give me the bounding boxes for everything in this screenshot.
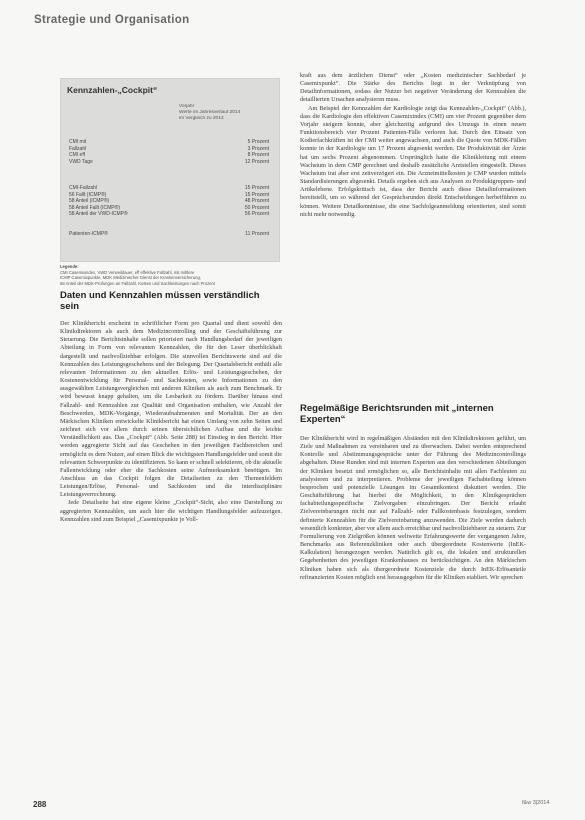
kpi-group-3 bbox=[69, 231, 269, 238]
kpi-row: 58 Anteil Fallt (ICMP®) 50 Prozent bbox=[69, 204, 269, 211]
kpi-row: CMI-Fallzahl 15 Prozent bbox=[69, 185, 269, 191]
figure-reference bbox=[179, 104, 269, 122]
paragraph: Jede Detailseite hat eine eigene kleine „Cockpit“-Sicht, also eine Darstellung zu aggregierten Kennzahlen, um auch hier die wichtigen Handlungsfelder aufzuzeigen. Kennzahlen sind zum Beispiel „Casemixpunkte je Voll- bbox=[60, 499, 282, 523]
kpi-row: CMI mit 5 Prozent bbox=[69, 139, 269, 145]
page-number: 288 bbox=[33, 800, 47, 809]
figure-title: Kennzahlen-„Cockpit“ bbox=[67, 85, 158, 95]
kpi-row: Patienten-ICMP® 11 Prozent bbox=[69, 231, 269, 237]
kennzahlen-cockpit-figure bbox=[60, 78, 280, 262]
paragraph: kraft aus dem ärztlichen Dienst“ oder „Kosten medizinischer Sachbedarf je Casemixpunkt“. Die Stärke des Berichts liegt in der Verknüpfung von Detailinformationen, sodass der Nutzer bei negativer Veränderung der Kennzahlen die detaillierten Ursachen analysieren muss. bbox=[300, 72, 526, 104]
kpi-row: 58 Anteil der VWD-ICMP® 56 Prozent bbox=[69, 211, 269, 218]
kpi-row: Fallzahl 3 Prozent bbox=[69, 145, 269, 152]
legend-line: ICMP Casemixpunkte, MDK Medizinischer Dienst der Krankenversicherung, bbox=[60, 275, 201, 281]
journal-label: f&w 3|2014 bbox=[522, 800, 550, 806]
paragraph: Der Klinikbericht erscheint in schriftlicher Form pro Quartal und dient sowohl den Klinikdirektoren als auch dem Medizincontrolling und der Geschäftsführung zur Steuerung. Die Berichtsinhalte sollen priorisiert nach Handlungsbedarf der jeweiligen Abteilung in Form von relevanten Kennzahlen, die für den Leser überblickhaft dargestellt und nachvollziehbar erfolgen. Die sinnvollen Berichtswerte sind auf die Kennzahlen des Leistungsgeschehens und der Belegung. Der Quartalsbericht enthält alle relevanten Informationen zu den aktuellen Erlös- und Leistungsgeschehen, der Kostenentwicklung für Personal- und Sachkosten, sowie Informationen zu den ausgewählten Leistungsvergleichen mit anderen Kliniken als auch zum Benchmark. Er wird bewusst knapp gehalten, um die Lesbarkeit zu fördern. Darüber hinaus sind Fallzahl- und Kennzahlen zur Qualität und Organisation enthalten, wie Anzahl der Beschwerden, MDK-Vorgänge, Wiederaufnahmeraten und Mortalität. Der an den Märkischen Kliniken entwickelte Klinikbericht hat einen Umfang von zehn Seiten und zeichnet sich vor allem durch seinen übersichtlichen Aufbau und die leichte Verständlichkeit aus. Das „Cockpit“ (Abb. Seite 288) ist Einstieg in den Bericht. Hier werden aggregierte Sicht auf das Geschehen in den jeweiligen Fachbereichen und ermöglicht es dem Nutzer, auf einen Blick die wichtigsten Handlungsfelder und somit die relevanten Schwerpunkte zu identifizieren. So kann er schnell selektieren, ob die aktuelle Fallentwicklung oder eher die Sachkosten seine Aufmerksamkeit benötigen. Im Anschluss an das Cockpit folgen die Detailseiten zu den Themenfeldern Leistungen/Erlöse, Personal- und Sachkosten und die interdisziplinäre Leistungsverrechnung. bbox=[60, 320, 282, 499]
reference-line: im Vergleich zu 2013 bbox=[179, 116, 224, 121]
legend-line: CMI Casemixindex, VWD Verweildauer, eff effektive Fallzahl, mit mittlere bbox=[60, 269, 195, 275]
kpi-row: 58 Anteil (ICMP®) 48 Prozent bbox=[69, 198, 269, 205]
kpi-group-1 bbox=[69, 139, 269, 165]
right-body-top bbox=[300, 72, 526, 219]
legend-title: Legende: bbox=[60, 264, 79, 269]
reference-line: Werte im Jahresverlauf 2014 bbox=[179, 110, 241, 115]
kpi-group-2 bbox=[69, 185, 269, 218]
paragraph: Der Klinikbericht wird in regelmäßigen Abständen mit den Klinikdirektoren geführt, um Ziele und Maßnahmen zu vereinbaren und zu überwachen. Dabei werden entsprechend Kontrolle und Abstimmungsgespräche unter der Führung des Medizincontrollings abgehalten. Diese Runden sind mit internen Experten aus den verschiedenen Abteilungen der Kliniken besetzt und ermöglichen so, alle Berichtsinhalte mit allen Fachleuten zu analysieren und zu interpretieren. Probleme der jeweiligen Fachabteilung können besprochen und potenzielle Lösungen im Gesamtkontext diskutiert werden. Die Geschäftsführung hat hierbei die Möglichkeit, in den Klinikgesprächen fachabteilungsspezifische Zielvorgaben einzubringen. Der Bericht erlaubt Zielvereinbarungen nicht nur auf Fallzahl- oder Fallkostenbasis festzulegen, sondern definierte Kennzahlen für die Zielvereinbarung anzuwenden. Die Ziele werden dadurch wesentlich konkreter, aber vor allem auch erreichbar und nachvollziehbarer zu steuern. Zur Formulierung von Zielgrößen können weltweite Erfahrungswerte der vergangenen Jahre, Benchmarks aus Referenzkliniken oder auch übergeordnete Kostenwerte (InEK-Kalkulation) herangezogen werden. Natürlich gilt es, die lokalen und strukturellen Gegebenheiten des jeweiligen Krankenhauses zu berücksichtigen. An den Märkischen Kliniken haben sich als übergeordnete Kostenziele die durch InEK-Erlösanteile refinanzierten Kosten möglich erst herausgegeben für die Kliniken etabliert. Wir sprechen bbox=[300, 435, 526, 581]
section-title: Strategie und Organisation bbox=[34, 14, 190, 26]
figure-legend bbox=[60, 264, 280, 286]
legend-line: 58 Anteil der MDK-Prüfungen an Fallzahl, Kosten und Sachleistungen nach Prozent bbox=[60, 280, 216, 286]
kpi-row: 56 Fallt (ICMP®) 15 Prozent bbox=[69, 191, 269, 198]
kpi-row: CMI eff 8 Prozent bbox=[69, 152, 269, 159]
reference-line: Vorjahr bbox=[179, 104, 195, 109]
left-body-text bbox=[60, 320, 282, 524]
right-heading: Regelmäßige Berichtsrunden mit „internen Experten“ bbox=[300, 403, 494, 425]
paragraph: Am Beispiel der Kennzahlen der Kardiologie zeigt das Kennzahlen-„Cockpit“ (Abb.), dass die Kardiologie den effektiven Casemixindex (CMI) um vier Prozent gegenüber dem Vorjahr steigern konnte, aber gleichzeitig aufgrund des Umzugs in einen neuen Funktionsbereich vier Prozent Patienten-Fälle verloren hat. Durch den Einsatz von Kodierfachkräften ist der CMI weiter angewachsen, und auch die Quote von MDK-Fällen konnte in der Kardiologie um 17 Prozent abgesenkt werden. Die Produktivität der Ärzte hat um sechs Prozent abgenommen. Ursprünglich hatte die Klinikleitung mit einem Wachstum in dem CMP gerechnet und deshalb zusätzliche Arztstellen eingestellt. Dieses Wachstum trat aber erst zeitverzögert ein. Die Arzneimittelkosten je CMP wurden mittels Standardisierungen abgesenkt. Details ergeben sich aus Analysen zu Produktgruppen- und Artikelebene. Erfolgskritisch ist, dass der Bericht auch diese Detailinformationen bereitstellt, um so während der Gesprächsrunden direkt Entscheidungen herbeiführen zu können. Weitere Detailkenntnisse, die eine Sachfolgeanmeldung orientierten, sind somit nicht mehr notwendig. bbox=[300, 104, 526, 218]
right-body-bottom bbox=[300, 435, 526, 582]
left-heading: Daten und Kennzahlen müssen verständlich sein bbox=[60, 290, 260, 312]
kpi-row: VWD Tage 12 Prozent bbox=[69, 158, 269, 165]
